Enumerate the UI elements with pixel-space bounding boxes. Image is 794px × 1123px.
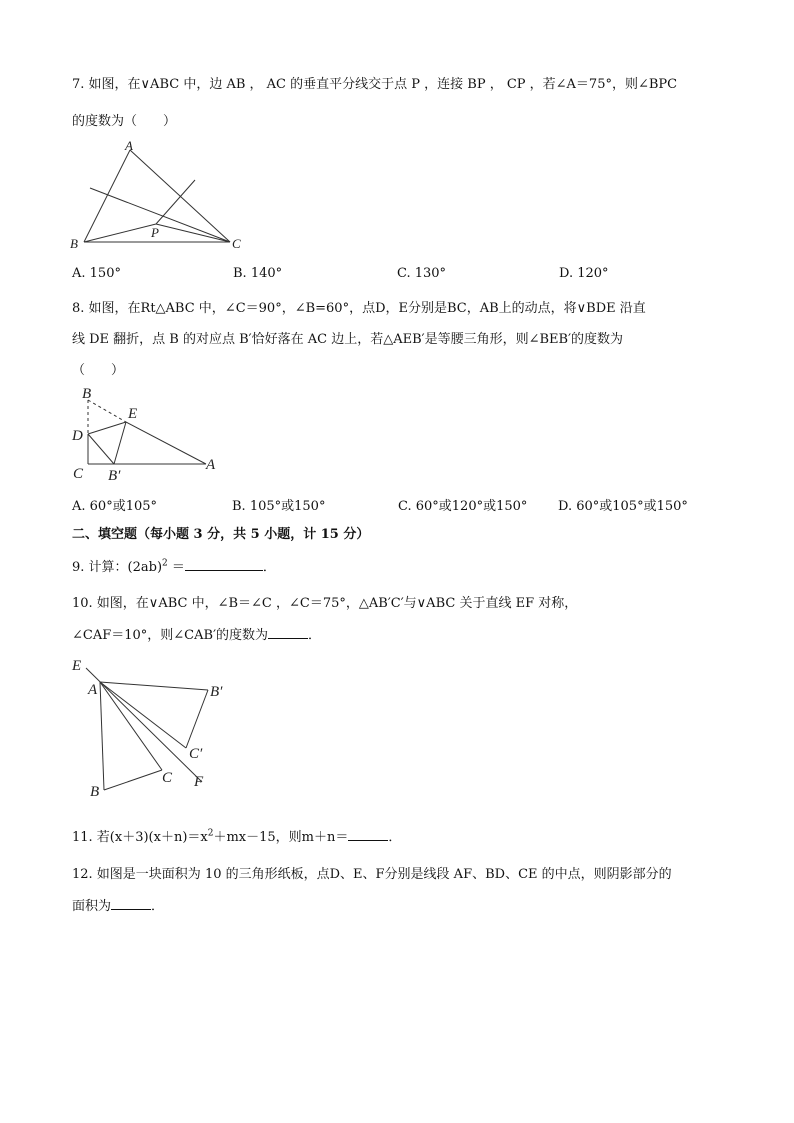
- q7-label-p: P: [151, 225, 159, 240]
- q8-option-c: C. 60°或120°或150°: [398, 499, 528, 514]
- q7-side-ac: [130, 150, 230, 242]
- q11-answer-blank[interactable]: [348, 828, 388, 841]
- q10-answer-blank[interactable]: [268, 626, 308, 639]
- q12-answer-blank[interactable]: [111, 897, 151, 910]
- q7-segment-bp: [84, 224, 156, 242]
- q7-perp-bisector-ab: [90, 188, 230, 242]
- q8-segment-db1: [88, 434, 114, 464]
- q9-equals: ＝: [167, 560, 185, 575]
- q10-line2-text: ∠CAF＝10°，则∠CAB′的度数为: [72, 628, 269, 643]
- q8-label-b1: B′: [108, 468, 121, 484]
- q8-option-b: B. 105°或150°: [232, 499, 326, 514]
- q7-option-c: C. 130°: [397, 266, 447, 281]
- q8-option-a: A. 60°或105°: [72, 499, 158, 514]
- q12-text-line2: [72, 895, 164, 914]
- q10-side-ab: [100, 682, 104, 790]
- q12-line2-text: 面积为: [72, 899, 112, 914]
- q8-segment-eb1: [114, 422, 126, 464]
- q7-label-a: A: [125, 138, 133, 153]
- section-title: 二、填空题（每小题 3 分，共 5 小题，计 15 分）: [72, 527, 370, 542]
- q12-end: ．: [151, 899, 165, 914]
- q12-text-line1: 12. 如图是一块面积为 10 的三角形纸板，点D、E、F分别是线段 AF、BD、CE 的中点，则阴影部分的: [72, 867, 672, 882]
- q11-text: [72, 826, 401, 845]
- q11-exponent: 2: [207, 828, 214, 839]
- q10-label-e: E: [72, 658, 82, 674]
- q10-side-b1c1: [186, 690, 208, 748]
- q7-option-b: B. 140°: [233, 266, 283, 281]
- q7-label-c: C: [232, 236, 241, 251]
- q8-text-line3: （ ）: [72, 363, 125, 378]
- q10-label-c: C: [162, 770, 173, 786]
- q8-dashed-be: [88, 400, 126, 422]
- q10-label-b: B: [90, 784, 100, 800]
- q10-label-f: F: [194, 774, 204, 790]
- q11-middle: ＋mx－15，则m＋n＝: [213, 830, 349, 845]
- q7-segment-cp: [156, 224, 230, 242]
- q10-text-line1: 10. 如图，在∨ABC 中，∠B＝∠C ，∠C＝75°，△AB′C′与∨ABC 关于直线 EF 对称，: [72, 596, 578, 611]
- q8-text-line2: 线 DE 翻折，点 B 的对应点 B′恰好落在 AC 边上，若△AEB′是等腰三角形，则∠BEB′的度数为: [72, 332, 624, 347]
- q7-option-d: D. 120°: [559, 266, 609, 281]
- q8-side-ea: [126, 422, 206, 464]
- q8-label-a: A: [206, 457, 216, 473]
- q8-figure: [68, 380, 228, 486]
- q7-text-line1: 7. 如图，在∨ABC 中，边 AB ， AC 的垂直平分线交于点 P ，连接 BP ， CP ，若∠A＝75°，则∠BPC: [72, 77, 678, 92]
- q8-label-c: C: [73, 466, 84, 482]
- q11-prefix: 11. 若(x＋3)(x＋n)＝x: [72, 830, 208, 845]
- q9-prefix: 9. 计算：(2ab): [72, 560, 163, 575]
- q9-end: ．: [262, 560, 276, 575]
- q7-text-line2: 的度数为（ ）: [72, 114, 177, 129]
- q8-label-b: B: [82, 386, 92, 402]
- q8-text-line1: 8. 如图，在Rt△ABC 中，∠C＝90°，∠B=60°，点D，E分别是BC，AB上的动点，将∨BDE 沿直: [72, 301, 646, 316]
- q9-answer-blank[interactable]: [185, 558, 263, 571]
- q7-label-b: B: [70, 236, 78, 251]
- q10-side-ab1: [100, 682, 208, 690]
- q10-label-c1: C′: [189, 746, 203, 762]
- q7-figure: [68, 138, 258, 256]
- q8-option-d: D. 60°或105°或150°: [558, 499, 688, 514]
- q10-side-bc: [104, 770, 162, 790]
- q7-side-ab: [84, 150, 130, 242]
- q8-label-e: E: [128, 406, 138, 422]
- q11-end: ．: [388, 830, 402, 845]
- q10-label-a: A: [88, 682, 98, 698]
- q10-side-ac1: [100, 682, 186, 748]
- q8-fold-de: [88, 422, 126, 434]
- q9-text: [72, 556, 276, 575]
- q8-label-d: D: [72, 428, 83, 444]
- q7-perp-bisector-ac: [156, 180, 195, 224]
- q10-label-b1: B′: [210, 684, 223, 700]
- q9-exponent: 2: [162, 558, 168, 569]
- q10-side-ac: [100, 682, 162, 770]
- q7-option-a: A. 150°: [72, 266, 121, 281]
- q10-end: ．: [308, 628, 322, 643]
- q10-text-line2: [72, 624, 321, 643]
- q10-figure: [68, 654, 238, 804]
